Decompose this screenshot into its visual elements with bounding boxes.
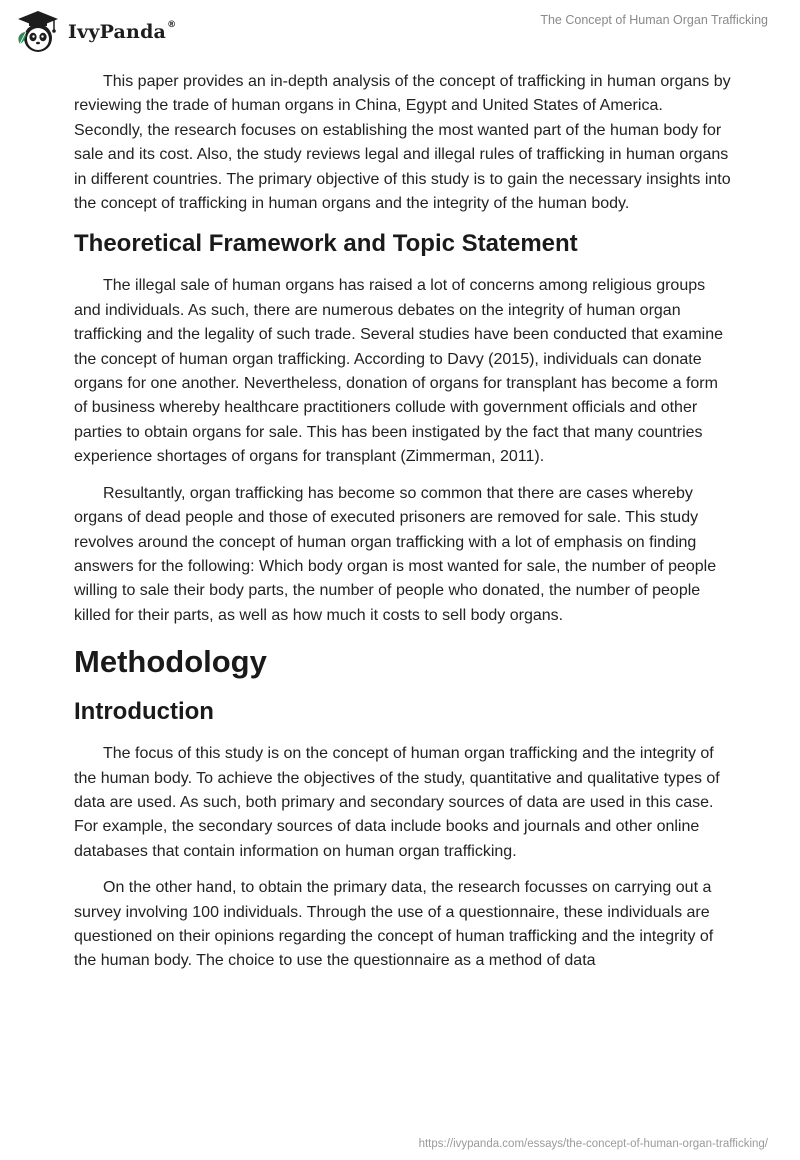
logo-wordmark: IvyPanda bbox=[68, 21, 167, 43]
paragraph-introduction-1: The focus of this study is on the concept of human organ trafficking and the integrity of the human body. To achieve the objectives of the study, quantitative and qualitative types of data are used. As such, both primary and secondary sources of data are used in this case. For example, the secondary sources of data include books and journals and other online databases that contain information on human organ trafficking. bbox=[74, 745, 720, 860]
panda-logo-icon bbox=[14, 8, 62, 56]
heading-theoretical-framework: Theoretical Framework and Topic Statement bbox=[74, 230, 578, 258]
heading-introduction: Introduction bbox=[74, 698, 214, 726]
paragraph-introduction-2: On the other hand, to obtain the primary data, the research focusses on carrying out a survey involving 100 individuals. Through the use of a questionnaire, these individuals are questioned on their opinions regarding the concept of human trafficking and the integrity of the human body. The choice to use the questionnaire as a method of data bbox=[74, 879, 714, 970]
essay-content bbox=[74, 70, 734, 986]
paragraph-framework-1: The illegal sale of human organs has raised a lot of concerns among religious groups and individuals. As such, there are numerous debates on the integrity of human organ trafficking and the legality of such trade. Several studies have been conducted that examine the concept of human organ trafficking. According to Davy (2015), individuals can donate organs for one another. Nevertheless, donation of organs for transplant has become a form of business whereby healthcare practitioners collude with government officials and other parties to obtain organs for sale. This has been instigated by the fact that many countries experience shortages of organs for transplant (Zimmerman, 2011). bbox=[74, 277, 723, 466]
heading-methodology: Methodology bbox=[74, 644, 267, 680]
paragraph-abstract: This paper provides an in-depth analysis of the concept of trafficking in human organs by reviewing the trade of human organs in China, Egypt and United States of America. Secondly, the research focuses on establishing the most wanted part of the human body for sale and its cost. Also, the study reviews legal and illegal rules of trafficking in human organs in different countries. The primary objective of this study is to gain the necessary insights into the concept of trafficking in human organs and the integrity of the human body. bbox=[74, 73, 731, 213]
logo-registered-mark: ® bbox=[167, 20, 177, 30]
logo-text bbox=[68, 21, 176, 43]
document-title: The Concept of Human Organ Trafficking bbox=[540, 13, 768, 27]
paragraph-framework-2: Resultantly, organ trafficking has become so common that there are cases whereby organs of dead people and those of executed prisoners are removed for sale. This study revolves around the concept of human organ trafficking with a lot of emphasis on finding answers for the following: Which body organ is most wanted for sale, the number of people willing to sale their body parts, the number of people who donated, the number of people killed for their parts, as well as how much it costs to sell body organs. bbox=[74, 484, 717, 624]
ivypanda-logo[interactable] bbox=[14, 8, 176, 56]
source-url[interactable]: https://ivypanda.com/essays/the-concept-of-human-organ-trafficking/ bbox=[418, 1138, 768, 1150]
page-header bbox=[0, 0, 800, 64]
